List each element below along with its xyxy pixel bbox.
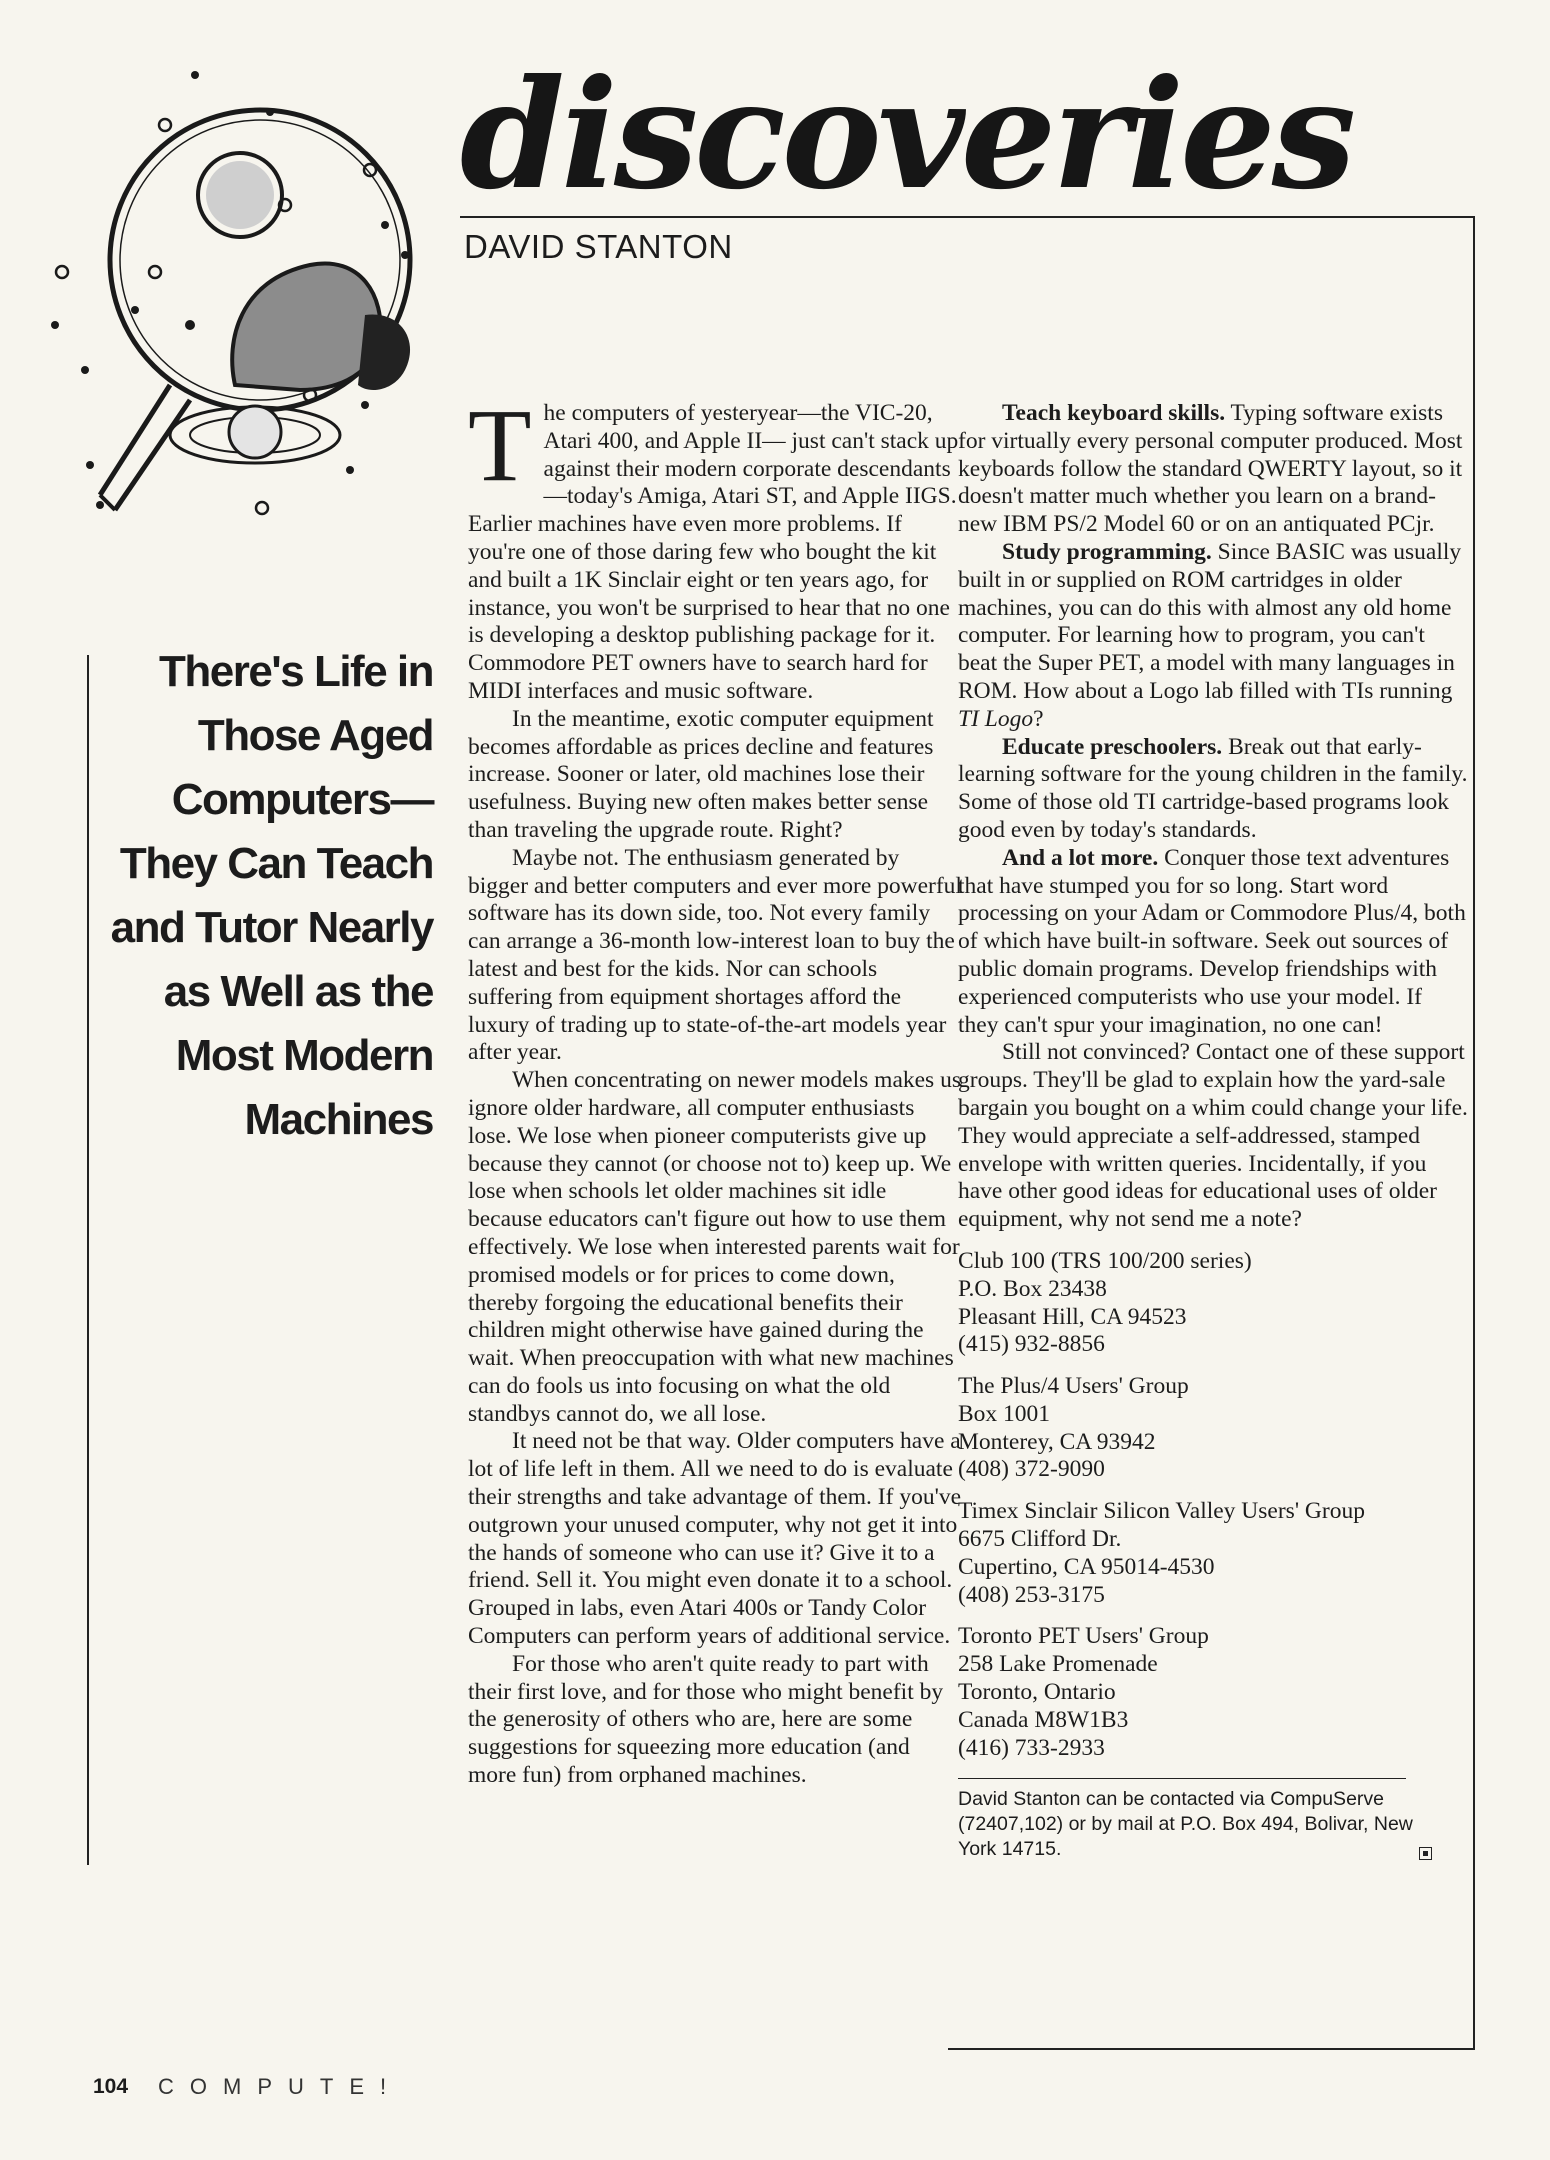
paragraph: When concentrating on newer models makes us ignore older hardware, all computer enthusiasts lose. We lose when pioneer computerists give up because they cannot (or choose not to) keep up. We lose when schools let older machines sit idle because educators can't figure out how to use them effectively. We lose when interested parents wait for promised models or for prices to come down, thereby forgoing the educational benefits their children might otherwise have gained during the wait. When preoccupation with what new machines can do fools us into focusing on what the old standbys cannot do, we all lose. [468,1067,961,1427]
bio-rule [958,1778,1406,1779]
author-bio-text: David Stanton can be contacted via CompuServe (72407,102) or by mail at P.O. Box 494, Bolivar, New York 14715. [958,1788,1413,1861]
section-lead: And a lot more. [1002,844,1159,871]
section-lead: Educate preschoolers. [1002,733,1223,760]
group-city: Pleasant Hill, CA 94523 [958,1303,1187,1330]
box-right-rule [1473,216,1475,2048]
drop-cap: T [468,388,532,503]
paragraph: Maybe not. The enthusiasm generated by bigger and better computers and ever more powerful software has its down side, too. Not every family can arrange a 36-month low-interest loan to buy the latest and best for the kids. Nor can schools suffering from equipment shortages afford the luxury of trading up to state-of-the-art models year after year. [468,844,962,1066]
address-block [958,1498,1468,1609]
paragraph [468,388,962,706]
box-bottom-rule [948,2048,1475,2050]
group-phone: (408) 372-9090 [958,1456,1105,1483]
group-phone: (415) 932-8856 [958,1331,1105,1358]
program-title: TI Logo [958,705,1034,732]
address-block [958,1248,1468,1359]
group-city: Cupertino, CA 95014-4530 [958,1553,1215,1580]
title-rule [460,216,1475,218]
group-name: Club 100 (TRS 100/200 series) [958,1247,1252,1274]
magazine-name: COMPUTE! [158,2074,403,2099]
paragraph-text: ? [1033,705,1044,732]
group-city: Toronto, Ontario [958,1679,1116,1706]
group-country: Canada M8W1B3 [958,1706,1129,1733]
group-name: Timex Sinclair Silicon Valley Users' Group [958,1498,1365,1525]
article-headline: There's Life in Those Aged Computers— They Can Teach and Tutor Nearly as Well as the Most Modern Machines [110,647,433,1144]
paragraph-text: Typing software exists for virtually every personal computer produced. Most keyboards follow the standard QWERTY layout, so it doesn't matter much whether you learn on a brand-new IBM PS/2 Model 60 or on an antiquated PCjr. [958,400,1463,538]
author-bio [958,1787,1418,1862]
address-block [958,1373,1468,1484]
end-of-article-icon [1419,1847,1432,1860]
paragraph-text: Break out that early-learning software for the young children in the family. Some of those old TI cartridge-based programs look good even by today's standards. [958,733,1468,843]
paragraph [958,734,1468,845]
group-name: The Plus/4 Users' Group [958,1373,1189,1400]
group-phone: (408) 253-3175 [958,1581,1105,1608]
group-street: Box 1001 [958,1400,1051,1427]
section-lead: Study programming. [1002,538,1212,565]
group-city: Monterey, CA 93942 [958,1428,1156,1455]
group-phone: (416) 733-2933 [958,1734,1105,1761]
address-block [958,1623,1468,1762]
section-lead: Teach keyboard skills. [1002,400,1226,426]
department-title: discoveries [460,47,1353,223]
paragraph: For those who aren't quite ready to part with their first love, and for those who might benefit by the generosity of others who are, here are some suggestions for squeezing more education (and more fun) from orphaned machines. [468,1650,944,1789]
article-column-2 [958,400,1468,1862]
paragraph [958,539,1468,734]
group-street: P.O. Box 23438 [958,1275,1107,1302]
page-number: 104 [93,2075,129,2098]
magnifying-glass-planets-illustration [40,40,470,560]
group-name: Toronto PET Users' Group [958,1623,1209,1650]
paragraph-text: he computers of yesteryear—the VIC-20, Atari 400, and Apple II— just can't stack up against their modern corporate descendants—today's Amiga, Atari ST, and Apple IIGS. Earlier machines have even more problems. If you're one of those daring few who bought the kit and built a 1K Sinclair eight or ten years ago, for instance, you won't be surprised to hear that no one is developing a desktop publishing package for it. Commodore PET owners have to search hard for MIDI interfaces and music software. [468,400,959,704]
paragraph: It need not be that way. Older computers have a lot of life left in them. All we need to do is evaluate their strengths and take advantage of them. If you've outgrown your unused computer, why not get it into the hands of someone who can use it? Give it to a friend. Sell it. You might even donate it to a school. Grouped in labs, even Atari 400s or Tandy Color Computers can perform years of additional service. [468,1428,961,1650]
group-street: 6675 Clifford Dr. [958,1526,1122,1553]
author-byline: DAVID STANTON [464,228,733,265]
group-street: 258 Lake Promenade [958,1651,1158,1678]
article-column-1 [468,388,962,1790]
headline-rule [87,655,89,1865]
paragraph [958,400,1468,539]
paragraph: In the meantime, exotic computer equipment becomes affordable as prices decline and features increase. Sooner or later, old machines lose their usefulness. Buying new often makes better sense than traveling the upgrade route. Right? [468,705,934,843]
paragraph-text: Since BASIC was usually built in or supplied on ROM cartridges in older machines, you can do this with almost any old home computer. For learning how to program, you can't beat the Super PET, a model with many languages in ROM. How about a Logo lab filled with TIs running [958,538,1462,704]
paragraph [958,845,1468,1040]
paragraph-text: Conquer those text adventures that have stumped you for so long. Start word processing on your Adam or Commodore Plus/4, both of which have built-in software. Seek out sources of public domain programs. Develop friendships with experienced computerists who use your model. If they can't spur your imagination, no one can! [958,844,1466,1038]
paragraph: Still not convinced? Contact one of these support groups. They'll be glad to explain how the yard-sale bargain you bought on a whim could change your life. They would appreciate a self-addressed, stamped envelope with written queries. Incidentally, if you have other good ideas for educational uses of older equipment, why not send me a note? [958,1039,1468,1233]
